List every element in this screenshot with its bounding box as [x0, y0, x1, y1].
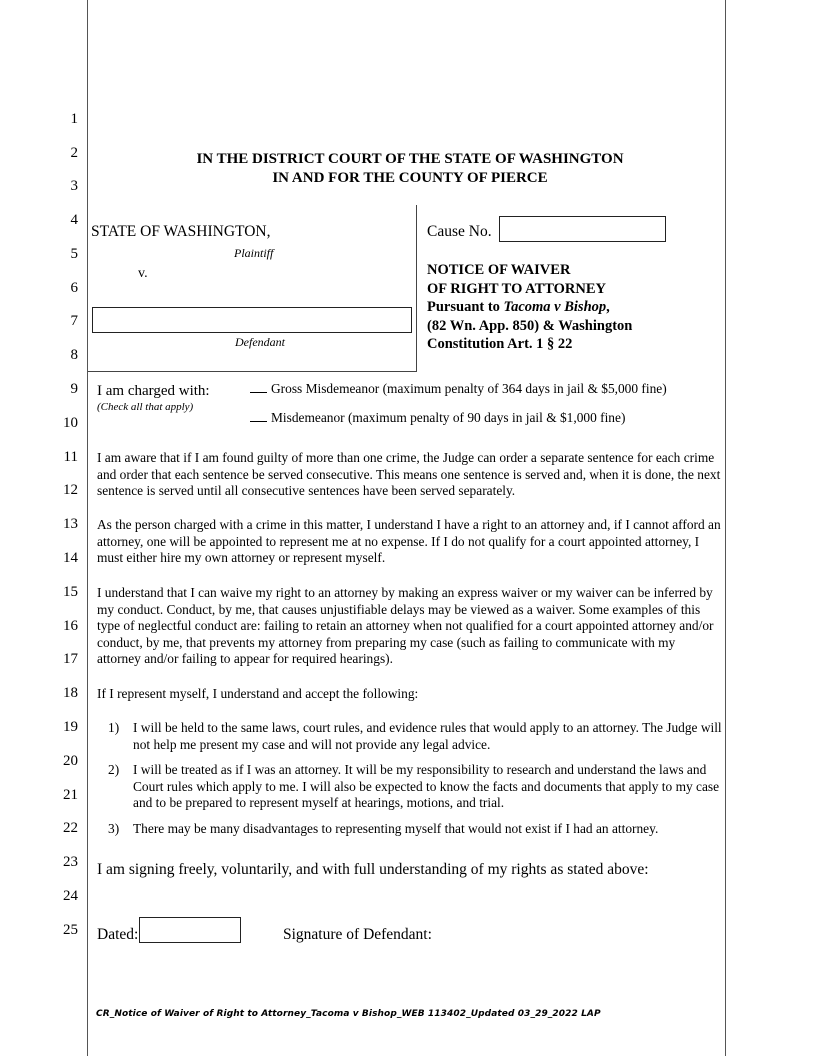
- title-line3-suffix: ,: [606, 299, 610, 315]
- signing-statement: I am signing freely, voluntarily, and with full understanding of my rights as stated above:: [97, 861, 649, 878]
- document-title: [427, 261, 632, 354]
- court-heading-line1: IN THE DISTRICT COURT OF THE STATE OF WASHINGTON: [196, 151, 624, 167]
- dated-label: Dated:: [97, 926, 139, 943]
- court-heading-line2: IN AND FOR THE COUNTY OF PIERCE: [272, 170, 548, 186]
- paragraph-self-representation: If I represent myself, I understand and accept the following:: [97, 686, 419, 701]
- charge-option-text: Misdemeanor (maximum penalty of 90 days in jail & $1,000 fine): [271, 410, 626, 425]
- line-number: 22: [63, 820, 78, 836]
- line-number: 15: [63, 584, 78, 600]
- list-item-number: 1): [108, 720, 120, 735]
- plaintiff-label: Plaintiff: [234, 246, 274, 260]
- paragraph-waiver-by-conduct: I understand that I can waive my right to an attorney by making an express waiver or my waiver can be inferred by my conduct. Conduct, by me, that causes unjustifiable delays may be viewed as a waiver. Some examples of this type of neglectful conduct are: failing to retain an attorney when not qualified for a court appointed attorney and/or conduct, by me, that prevents my attorney from preparing my case (such as failing to communicate with my attorney and/or failing to appear for required hearings).: [97, 585, 714, 666]
- line-number: 7: [70, 313, 78, 329]
- right-margin-rule: [725, 0, 726, 1056]
- list-item: I will be held to the same laws, court rules, and evidence rules that would apply to an attorney. The Judge will not help me present my case and will not provide any legal advice.: [133, 720, 722, 752]
- line-number: 25: [63, 922, 78, 938]
- document-footer: CR_Notice of Waiver of Right to Attorney_Tacoma v Bishop_WEB 113402_Updated 03_29_2022 LAP: [96, 1009, 601, 1019]
- check-instruction: (Check all that apply): [97, 401, 194, 413]
- line-number: 13: [63, 516, 78, 532]
- paragraph-consecutive-sentences: I am aware that if I am found guilty of more than one crime, the Judge can order a separate sentence for each crime and order that each sentence be served consecutive. This means one sentence is served and, when it is done, the next sentence is served until all consecutive sentences have been served separately.: [97, 450, 721, 498]
- checkbox-blank[interactable]: [250, 382, 267, 393]
- line-number: 16: [63, 618, 78, 634]
- list-item: There may be many disadvantages to representing myself that would not exist if I had an attorney.: [133, 821, 659, 836]
- line-number: 23: [63, 854, 78, 870]
- line-number: 3: [70, 178, 78, 194]
- line-number: 14: [63, 550, 78, 566]
- cause-number-field[interactable]: [499, 216, 666, 242]
- line-number: 9: [70, 381, 78, 397]
- line-number: 8: [70, 347, 78, 363]
- title-line1: NOTICE OF WAIVER: [427, 262, 571, 278]
- court-heading: [120, 150, 700, 188]
- cause-label: Cause No.: [427, 223, 492, 240]
- title-line4: (82 Wn. App. 850) & Washington: [427, 317, 633, 334]
- charge-option-gross-misdemeanor[interactable]: [250, 381, 667, 397]
- plaintiff-name: STATE OF WASHINGTON,: [91, 223, 271, 240]
- line-number: 1: [70, 111, 78, 127]
- list-item: I will be treated as if I was an attorney. It will be my responsibility to research and understand the laws and Court rules which apply to me. I will also be expected to know the facts and documents that apply to my case and to be prepared to represent myself at hearings, motions, and trial.: [133, 762, 720, 810]
- title-line3-prefix: Pursuant to: [427, 299, 504, 315]
- line-number: 19: [63, 719, 78, 735]
- line-number: 4: [70, 212, 78, 228]
- defendant-label: Defendant: [235, 335, 285, 349]
- paragraph-right-to-attorney: As the person charged with a crime in this matter, I understand I have a right to an attorney and, if I cannot afford an attorney, one will be appointed to represent me at no expense. If I do not qualify for a court appointed attorney, I must either hire my own attorney or represent myself.: [97, 517, 721, 565]
- line-number: 17: [63, 651, 78, 667]
- left-margin-rule: [87, 0, 88, 1056]
- line-number: 5: [70, 246, 78, 262]
- list-item-number: 3): [108, 821, 120, 836]
- line-number: 11: [63, 449, 78, 465]
- list-item-number: 2): [108, 762, 120, 777]
- charge-option-misdemeanor[interactable]: [250, 410, 625, 426]
- line-number: 20: [63, 753, 78, 769]
- title-line5: Constitution Art. 1 § 22: [427, 336, 573, 352]
- charged-label: I am charged with:: [97, 383, 210, 399]
- line-number: 10: [63, 415, 78, 431]
- checkbox-blank[interactable]: [250, 411, 267, 422]
- defendant-field[interactable]: [92, 307, 412, 333]
- title-case-name: Tacoma v Bishop: [503, 299, 607, 315]
- title-line2: OF RIGHT TO ATTORNEY: [427, 280, 607, 297]
- line-number: 6: [70, 280, 78, 296]
- line-number: 12: [63, 482, 78, 498]
- signature-label: Signature of Defendant:: [283, 926, 432, 943]
- caption-divider: [416, 205, 417, 372]
- versus: v.: [138, 266, 148, 281]
- line-number: 18: [63, 685, 78, 701]
- dated-field[interactable]: [139, 917, 241, 943]
- charge-option-text: Gross Misdemeanor (maximum penalty of 364 days in jail & $5,000 fine): [271, 381, 667, 396]
- line-number: 2: [70, 145, 78, 161]
- line-number: 24: [63, 888, 78, 904]
- caption-bottom-rule: [88, 371, 417, 372]
- line-number: 21: [63, 787, 78, 803]
- title-line3: [427, 298, 632, 317]
